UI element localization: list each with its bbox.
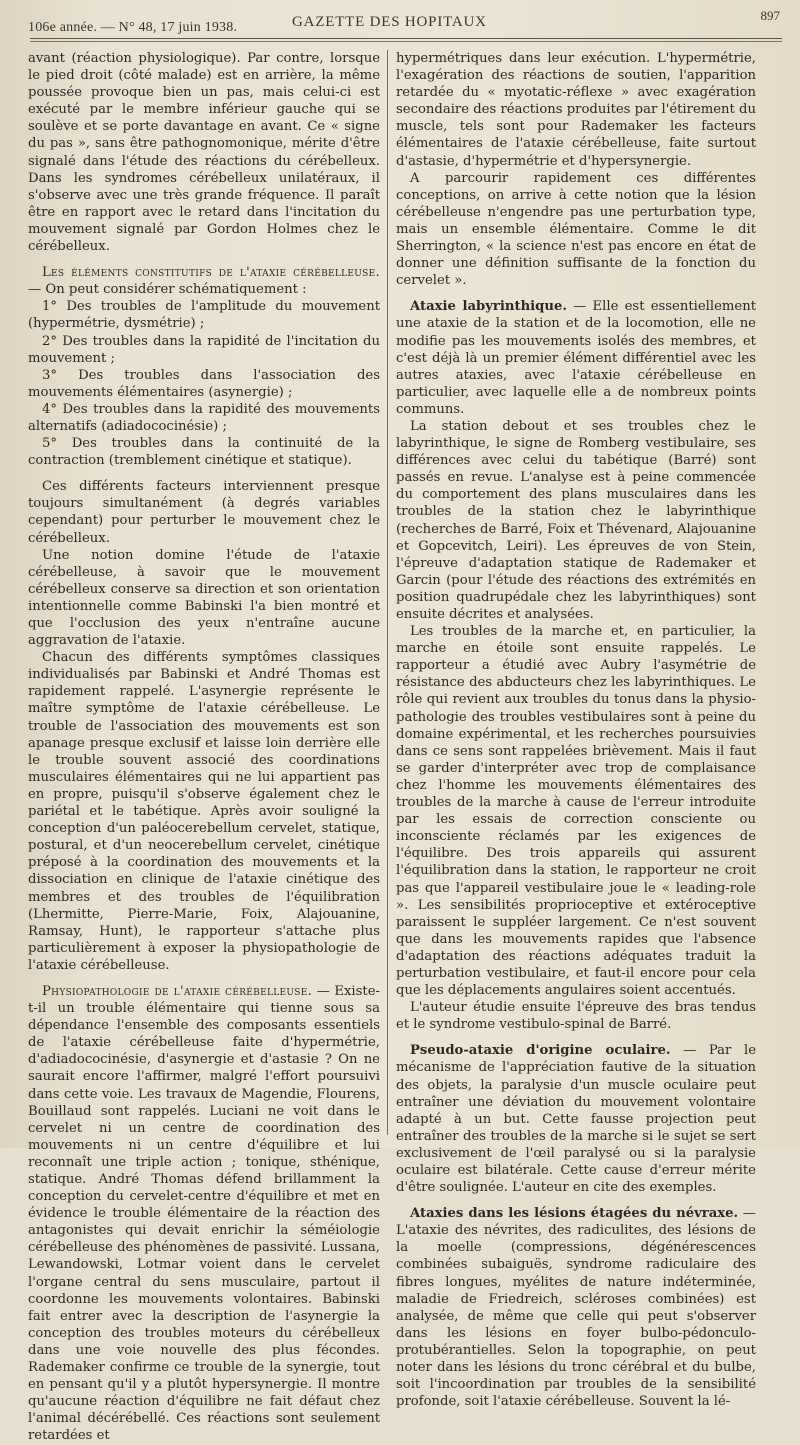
section-heading: Les éléments constitutifs de l'ataxie cérébelleuse. <box>42 265 380 281</box>
page-number: 897 <box>760 8 780 23</box>
section-physio <box>28 983 380 1445</box>
list-item: 3° Des troubles dans l'association des mouvements élémentaires (asynergie) ; <box>28 367 380 400</box>
section-text: — Elle est essentiellement une ataxie de la station et de la locomotion, elle ne modifie pas les mouvements isolés des membres, et c'est déjà là un premier élément différentiel avec les autres ataxies, avec l'ataxie cérébelleuse en particulier, avec laquelle elle a de nombreux points communs. <box>396 299 756 417</box>
list-item: 5° Des troubles dans la continuité de la contraction (tremblement cinétique et statique). <box>28 436 380 469</box>
section-heading: Physiopathologie de l'ataxie cérébelleuse. <box>42 983 313 999</box>
list-item: 4° Des troubles dans la rapidité des mouvements alternatifs (adiadococinésie) ; <box>28 401 380 434</box>
right-column <box>396 50 756 1410</box>
page-header <box>22 8 782 36</box>
paragraph: Une notion domine l'étude de l'ataxie cérébelleuse, à savoir que le mouvement cérébelleux conserve sa direction et son orientation intentionnelle comme Babinski l'a bien montré et que l'occlusion des yeux n'entraîne aucune aggravation de l'ataxie. <box>28 547 380 649</box>
section-nevraxe <box>396 1205 756 1410</box>
paragraph: Ces différents facteurs interviennent presque toujours simultanément (à degrés variables cependant) pour perturber le mouvement chez le cérébelleux. <box>28 479 380 546</box>
section-heading: Ataxies dans les lésions étagées du névraxe. <box>410 1206 739 1222</box>
journal-title: GAZETTE DES HOPITAUX <box>292 14 487 30</box>
section-text: — L'ataxie des névrites, des radiculites, des lésions de la moelle (compressions, dégénérescences combinées subaiguës, syndrome radiculaire des fibres longues, myélites de nature indéterminée, maladie de Friedreich, scléroses combinées) est analysée, de même que celle qui peut s'observer dans les lésions en foyer bulbo-pédonculo-protubérantielles. Selon la topographie, on peut noter dans les lésions du tronc cérébral et du bulbe, soit l'incoordination par troubles de la sensibilité profonde, soit l'ataxie cérébelleuse. Souvent la lé- <box>396 1206 756 1410</box>
list-item: 1° Des troubles de l'amplitude du mouvement (hypermétrie, dysmétrie) ; <box>28 299 380 332</box>
paragraph: L'auteur étudie ensuite l'épreuve des bras tendus et le syndrome vestibulo-spinal de Barré. <box>396 1000 756 1033</box>
paragraph: Les troubles de la marche et, en particulier, la marche en étoile sont ensuite rappelés. Le rapporteur a étudié avec Aubry l'asymétrie de résistance des abducteurs chez les labyrinthiques. Le rôle qui revient aux troubles du tonus dans la physio-pathologie des troubles vestibulaires sont à peine du domaine expérimental, et les recherches poursuivies dans ce sens sont rappelées brièvement. Mais il faut se garder d'interpréter avec trop de complaisance chez l'homme les mouvements élémentaires des troubles de la marche à cause de l'erreur introduite par les essais de correction consciente ou inconsciente réclamés par les exigences de l'équilibre. Des trois appareils qui assurent l'équilibration dans la station, le rapporteur ne croit pas que l'appareil vestibulaire joue le « leading-role ». Les sensibilités proprioceptive et extéroceptive paraissent le suppléer largement. Ce n'est souvent que dans les mouvements rapides que l'absence d'adaptation des réactions adéquates traduit la perturbation vestibulaire, et faut-il encore pour cela que les déplacements angulaires soient accentués. <box>396 624 756 999</box>
list-item: 2° Des troubles dans la rapidité de l'incitation du mouvement ; <box>28 333 380 366</box>
column-divider <box>387 50 388 1135</box>
header-rule <box>30 38 782 39</box>
paragraph: avant (réaction physiologique). Par contre, lorsque le pied droit (côté malade) est en arrière, la même poussée provoque bien un pas, mais celui-ci est exécuté par le membre inférieur gauche qui se soulève et se porte davantage en avant. Ce « signe du pas », sans être pathognomonique, mérite d'être signalé dans l'étude des réactions du cérébelleux. Dans les syndromes cérébelleux unilatéraux, il s'observe avec une très grande fréquence. Il paraît être en rapport avec le retard dans l'incitation du mouvement signalé par Gordon Holmes chez le cérébelleux. <box>28 51 380 255</box>
paragraph: Chacun des différents symptômes classiques individualisés par Babinski et André Thomas est rapidement rappelé. L'asynergie représente le maître symptôme de l'ataxie cérébelleuse. Le trouble de l'association des mouvements est son apanage presque exclusif et laisse loin derrière elle le trouble souvent associé des coordinations musculaires élémentaires qui ne lui appartient pas en propre, puisqu'il s'observe également chez le pariétal et le tabétique. Après avoir souligné la conception d'un paléocerebellum cervelet, statique, postural, et d'un neocerebellum cervelet, cinétique préposé à la coordination des mouvements et la dissociation en clinique de l'ataxie cinétique des membres et des troubles de l'équilibration (Lhermitte, Pierre-Marie, Foix, Alajouanine, Ramsay, Hunt), le rapporteur s'attache plus particulièrement à exposer la physiopathologie de l'ataxie cérébelleuse. <box>28 650 380 973</box>
paragraph: La station debout et ses troubles chez le labyrinthique, le signe de Romberg vestibulaire, ses différences avec celui du tabétique (Barré) sont passés en revue. L'analyse est à peine commencée du comportement des plans musculaires dans les troubles de la station chez le labyrinthique (recherches de Barré, Foix et Thévenard, Alajouanine et Gopcevitch, Leiri). Les épreuves de von Stein, l'épreuve d'adaptation statique de Rademaker et Garcin (pour l'étude des réactions des extrémités en position quadrupédale chez les labyrinthiques) sont ensuite décrites et analysées. <box>396 418 756 622</box>
section-text: — Existe-t-il un trouble élémentaire qui tienne sous sa dépendance l'ensemble des composants essentiels de l'ataxie cérébelleuse faite d'hypermétrie, d'adiadococinésie, d'asynergie et d'astasie ? On ne saurait encore l'affirmer, malgré l'effort poursuivi dans cette voie. Les travaux de Magendie, Flourens, Bouillaud sont rappelés. Luciani ne voit dans le cervelet ni un centre de coordination des mouvements ni un centre d'équilibre et lui reconnaît une triple action ; tonique, sthénique, statique. André Thomas défend brillamment la conception du cervelet-centre d'équilibre et met en évidence le trouble élémentaire de la réaction des antagonistes qui devait enrichir la séméiologie cérébelleuse des phénomènes de passivité. Lussana, Lewandowski, Lotmar voient dans le cervelet l'organe central du sens musculaire, partout il coordonne les mouvements volontaires. Babinski fait entrer avec la description de l'asynergie la conception des troubles moteurs du cérébelleux dans une voie nouvelle des plus fécondes. Rademaker confirme ce trouble de la synergie, tout en pensant qu'il y a plutôt hypersynergie. Il montre qu'aucune réaction d'équilibre ne fait défaut chez l'animal décérébellé. Ces réactions sont seulement retardées et <box>28 983 380 1444</box>
section-heading: Pseudo-ataxie d'origine oculaire. <box>410 1043 671 1059</box>
section-elements <box>28 264 380 298</box>
section-labyrinthique <box>396 298 756 418</box>
section-heading: Ataxie labyrinthique. <box>410 299 567 315</box>
paragraph: hypermétriques dans leur exécution. L'hypermétrie, l'exagération des réactions de soutien, l'apparition retardée du « myotatic-réflexe » avec exagération secondaire des réactions produites par l'étirement du muscle, tels sont pour Rademaker les facteurs élémentaires de l'ataxie cérébelleuse, faite surtout d'astasie, d'hypermétrie et d'hypersynergie. <box>396 51 756 169</box>
header-rule-thin <box>30 41 782 42</box>
issue-line: 106e année. — N° 48, 17 juin 1938. <box>28 20 238 35</box>
paragraph: A parcourir rapidement ces différentes conceptions, on arrive à cette notion que la lésion cérébelleuse n'engendre pas une perturbation type, mais un ensemble élémentaire. Comme le dit Sherrington, « la science n'est pas encore en état de donner une définition suffisante de la fonction du cervelet ». <box>396 170 756 289</box>
section-intro: — On peut considérer schématiquement : <box>28 282 307 298</box>
left-column <box>28 50 380 1444</box>
section-pseudo-ataxie <box>396 1042 756 1196</box>
section-text: — Par le mécanisme de l'appréciation fautive de la situation des objets, la paralysie d'un muscle oculaire peut entraîner une déviation du mouvement volontaire adapté à un but. Cette fausse projection peut entraîner des troubles de la marche si le sujet se sert exclusivement de l'œil paralysé ou si la paralysie oculaire est bilatérale. Cette cause d'erreur mérite d'être soulignée. L'auteur en cite des exemples. <box>396 1043 756 1196</box>
